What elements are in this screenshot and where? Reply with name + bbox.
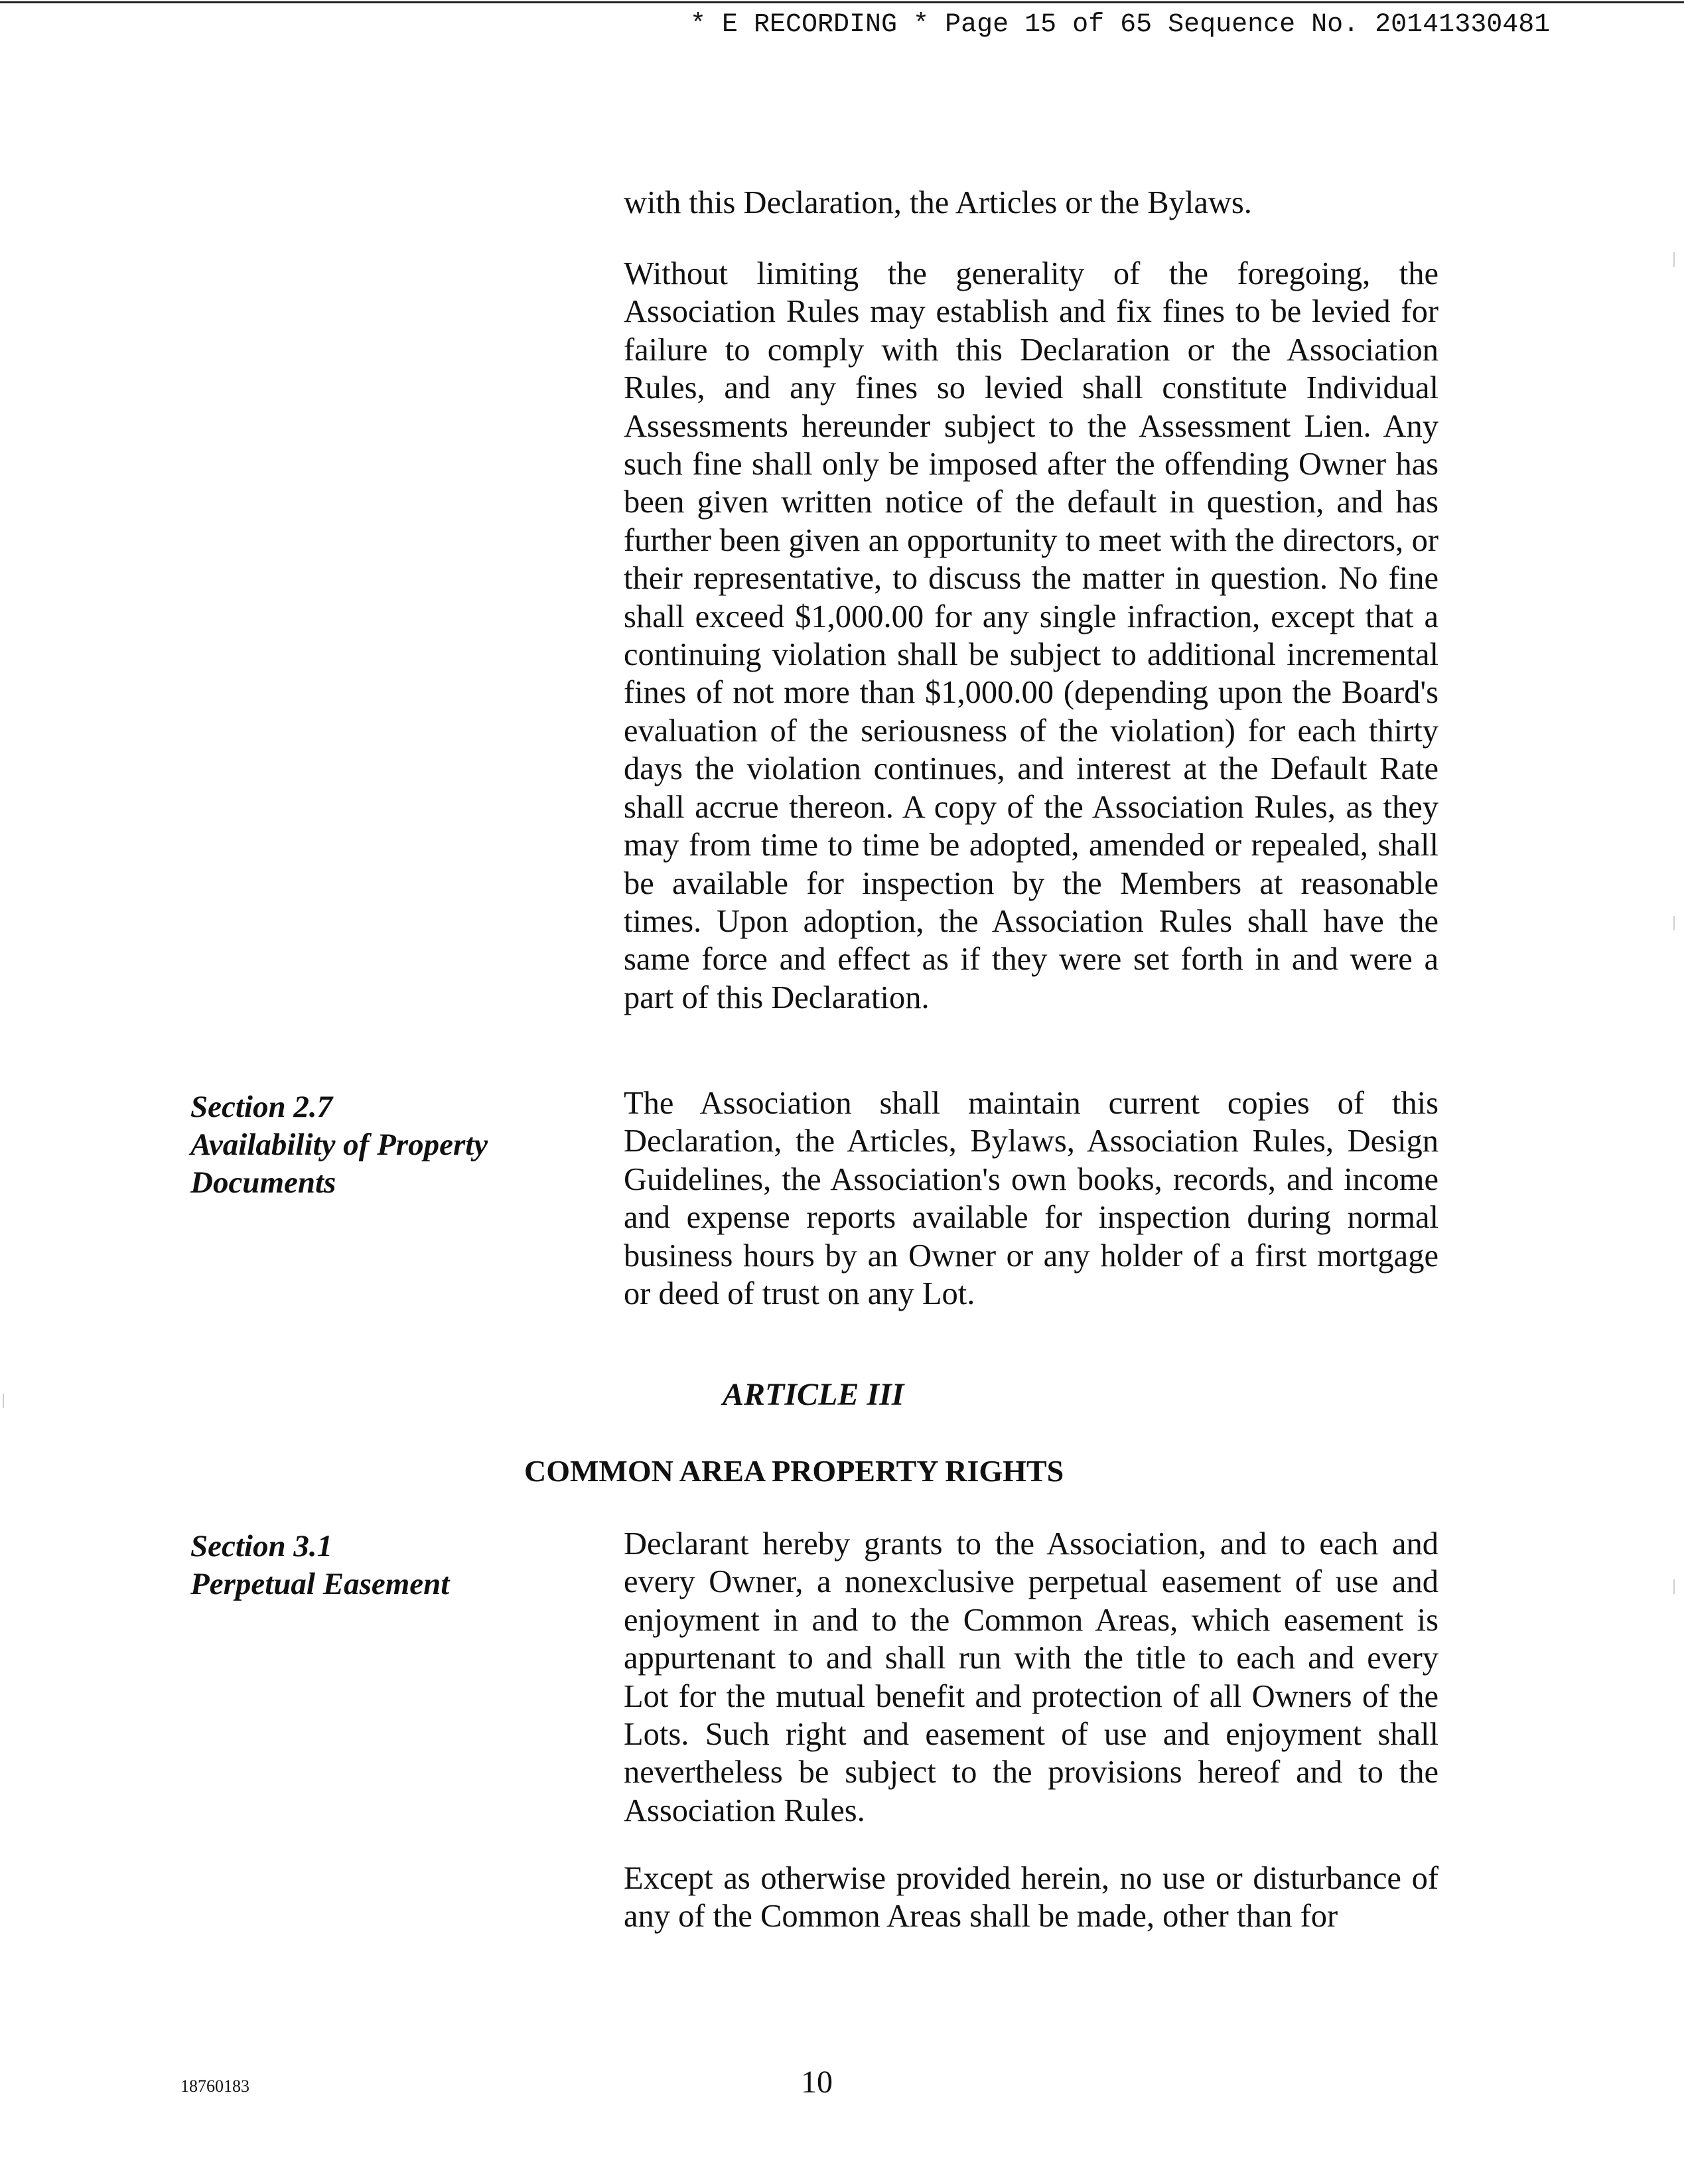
section-2-7-heading	[190, 1088, 562, 1202]
article-title: COMMON AREA PROPERTY RIGHTS	[524, 1454, 1064, 1488]
scan-margin-mark	[1673, 1579, 1675, 1594]
scan-margin-mark	[1673, 916, 1675, 930]
recording-header: * E RECORDING * Page 15 of 65 Sequence No. 20141330481	[690, 10, 1551, 40]
section-3-1-number: Section 3.1	[190, 1529, 333, 1564]
paragraph-section-3-1: Declarant hereby grants to the Association, and to each and every Owner, a nonexclusive perpetual easement of use and enjoyment in and to the Common Areas, which easement is appurtenant to and shall run with the title to each and every Lot for the mutual benefit and protection of all Owners of the Lots. Such right and easement of use and enjoyment shall nevertheless be subject to the provisions hereof and to the Association Rules.	[624, 1526, 1438, 1828]
document-id: 18760183	[180, 2076, 249, 2096]
scan-margin-mark	[1673, 252, 1675, 267]
paragraph-fines: Without limiting the generality of the foregoing, the Association Rules may establish and fix fines to be levied for failure to comply with this Declaration or the Association Rules, and any fines so levied shall constitute Individual Assessments hereunder subject to the Assessment Lien. Any such fine shall only be imposed after the offending Owner has been given written notice of the default in question, and has further been given an opportunity to meet with the directors, or their representative, to discuss the matter in question. No fine shall exceed $1,000.00 for any single infraction, except that a continuing violation shall be subject to additional incremental fines of not more than $1,000.00 (depending upon the Board's evaluation of the seriousness of the violation) for each thirty days the violation continues, and interest at the Default Rate shall accrue thereon. A copy of the Association Rules, as they may from time to time be adopted, amended or repealed, shall be available for inspection by the Members at reasonable times. Upon adoption, the Association Rules shall have the same force and effect as if they were set forth in and were a part of this Declaration.	[624, 256, 1438, 1015]
section-3-1-heading	[190, 1528, 562, 1603]
paragraph-section-2-7: The Association shall maintain current copies of this Declaration, the Articles, Bylaws, Association Rules, Design Guidelines, the Association's own books, records, and income and expense reports available for inspection during normal business hours by an Owner or any holder of a first mortgage or deed of trust on any Lot.	[624, 1086, 1438, 1312]
article-number: ARTICLE III	[723, 1377, 904, 1412]
page-number: 10	[801, 2065, 833, 2100]
scan-margin-mark	[3, 1394, 4, 1408]
section-3-1-title-line1: Perpetual Easement	[190, 1567, 450, 1601]
paragraph-common-areas-use: Except as otherwise provided herein, no use or disturbance of any of the Common Areas shall be made, other than for	[624, 1861, 1438, 1934]
section-2-7-title-line2: Documents	[190, 1165, 336, 1200]
top-border-line	[0, 1, 1684, 3]
section-2-7-title-line1: Availability of Property	[190, 1128, 488, 1162]
paragraph-continuation: with this Declaration, the Articles or the Bylaws.	[624, 185, 1252, 220]
section-2-7-number: Section 2.7	[190, 1090, 333, 1124]
